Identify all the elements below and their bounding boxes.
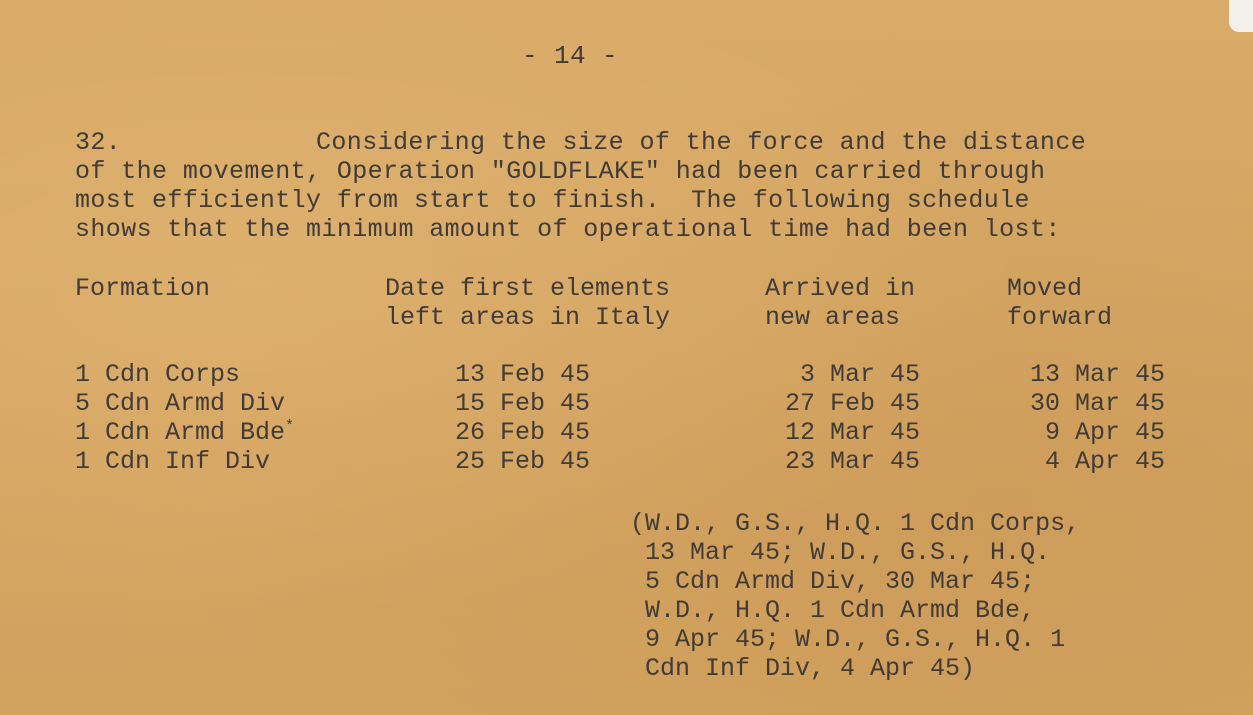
- header-date-first-line2: left areas in Italy: [385, 303, 671, 332]
- row-arrived: 23 Mar 45: [784, 447, 920, 476]
- row-formation-with-mark: [75, 418, 294, 447]
- row-left-italy: 25 Feb 45: [455, 447, 591, 476]
- paragraph-number: 32.: [75, 128, 122, 157]
- row-moved: 30 Mar 45: [1029, 389, 1165, 418]
- paragraph-line: shows that the minimum amount of operational time had been lost:: [75, 215, 1061, 244]
- header-arrived-line2: new areas: [765, 303, 901, 332]
- citation-line: 9 Apr 45; W.D., G.S., H.Q. 1: [630, 625, 1066, 654]
- paragraph-line: most efficiently from start to finish. The following schedule: [75, 186, 1030, 215]
- row-moved: 9 Apr 45: [1044, 418, 1165, 447]
- citation-line: Cdn Inf Div, 4 Apr 45): [630, 654, 976, 683]
- row-left-italy: 26 Feb 45: [455, 418, 591, 447]
- footnote-mark: *: [285, 418, 295, 435]
- paragraph-line: Considering the size of the force and the distance: [316, 128, 1087, 157]
- header-arrived-line1: Arrived in: [765, 274, 916, 303]
- paragraph-line: of the movement, Operation "GOLDFLAKE" had been carried through: [75, 157, 1046, 186]
- row-left-italy: 15 Feb 45: [455, 389, 591, 418]
- citation-line: W.D., H.Q. 1 Cdn Armd Bde,: [630, 596, 1036, 625]
- row-moved: 13 Mar 45: [1029, 360, 1165, 389]
- header-moved-line1: Moved: [1007, 274, 1083, 303]
- row-moved: 4 Apr 45: [1044, 447, 1165, 476]
- page-corner-tab: [1229, 0, 1253, 32]
- row-formation: 1 Cdn Inf Div: [75, 447, 271, 476]
- row-left-italy: 13 Feb 45: [455, 360, 591, 389]
- citation-line: (W.D., G.S., H.Q. 1 Cdn Corps,: [630, 509, 1081, 538]
- row-formation: 1 Cdn Corps: [75, 360, 241, 389]
- row-formation: 1 Cdn Armd Bde: [75, 418, 286, 447]
- row-arrived: 12 Mar 45: [784, 418, 920, 447]
- header-date-first-line1: Date first elements: [385, 274, 671, 303]
- citation-line: 13 Mar 45; W.D., G.S., H.Q.: [630, 538, 1051, 567]
- header-formation: Formation: [75, 274, 211, 303]
- row-arrived: 27 Feb 45: [784, 389, 920, 418]
- row-formation: 5 Cdn Armd Div: [75, 389, 286, 418]
- header-moved-line2: forward: [1007, 303, 1113, 332]
- citation-line: 5 Cdn Armd Div, 30 Mar 45;: [630, 567, 1036, 596]
- page-number: - 14 -: [522, 41, 619, 71]
- row-arrived: 3 Mar 45: [799, 360, 920, 389]
